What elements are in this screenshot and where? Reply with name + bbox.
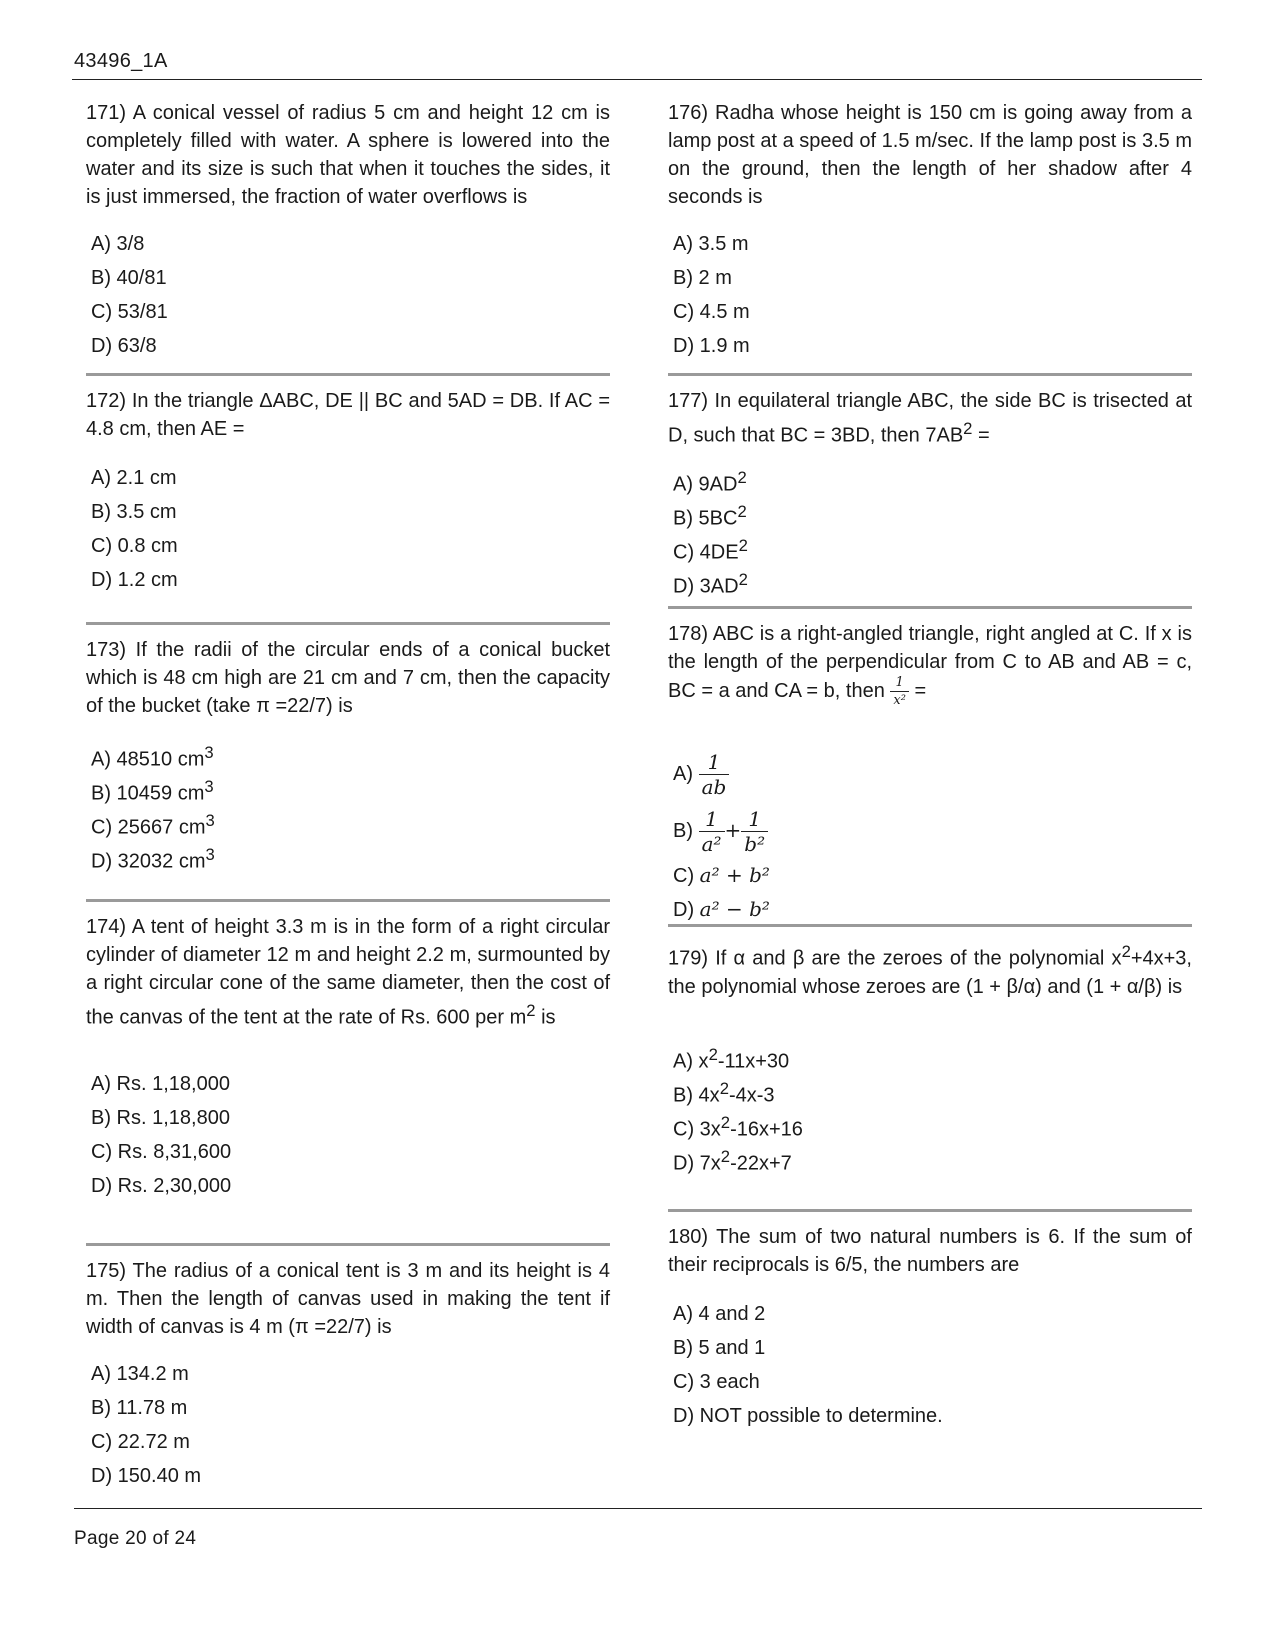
question-174	[86, 913, 610, 1197]
answer-options	[673, 746, 770, 926]
answer-options	[673, 1297, 943, 1433]
question-179	[668, 938, 1192, 1175]
question-stem: 180) The sum of two natural numbers is 6. If the sum of their reciprocals is 6/5, the numbers are	[668, 1226, 1192, 1276]
option-d[interactable]: D) 1.9 m	[673, 335, 750, 357]
answer-options	[673, 461, 748, 597]
option-d[interactable]: D) $7x^2-22x+7$	[673, 1147, 792, 1175]
answer-options	[91, 461, 178, 597]
question-divider	[668, 1209, 1192, 1212]
option-d[interactable]: D) a² − b²	[673, 897, 770, 921]
question-divider	[86, 622, 610, 625]
question-stem: 179) If α and β are the zeroes of the polynomial $x^2+4x+3$, the polynomial whose zeroes are (1 + β/α) and (1 + α/β) is	[668, 942, 1192, 998]
option-a[interactable]: A) 2.1 cm	[91, 467, 177, 489]
option-a[interactable]: A) $\frac{1}{ab}$	[673, 746, 770, 802]
question-177	[668, 387, 1192, 598]
option-d[interactable]: D) 1.2 cm	[91, 569, 178, 591]
option-d[interactable]: D) 150.40 m	[91, 1465, 202, 1487]
question-178	[668, 620, 1192, 921]
answer-options	[91, 227, 168, 363]
option-a[interactable]: A) 3/8	[91, 233, 145, 255]
option-c[interactable]: C) $4DE^2$	[673, 536, 748, 564]
option-a[interactable]: A) $9AD^2$	[673, 468, 747, 496]
answer-options	[91, 1067, 231, 1203]
question-divider	[86, 899, 610, 902]
option-d[interactable]: D) Rs. 2,30,000	[91, 1175, 232, 1197]
question-divider	[86, 373, 610, 376]
question-divider	[668, 924, 1192, 927]
option-c[interactable]: C) 0.8 cm	[91, 535, 178, 557]
question-172	[86, 387, 610, 591]
option-b[interactable]: B) Rs. 1,18,800	[91, 1107, 230, 1129]
option-a[interactable]: A) 3.5 m	[673, 233, 749, 255]
fraction-1-over-ab: $\frac{1}{ab}$	[699, 752, 730, 797]
footer-divider	[74, 1508, 1202, 1509]
question-180	[668, 1223, 1192, 1427]
option-d[interactable]: D) NOT possible to determine.	[673, 1405, 943, 1427]
option-a[interactable]: A) 48510 $cm^3$	[91, 743, 214, 771]
option-a[interactable]: A) 134.2 m	[91, 1363, 189, 1385]
question-stem: 178) ABC is a right-angled triangle, right angled at C. If x is the length of the perpendicular from C to AB and AB = c, BC = a and CA = b, then $\frac{1}{\text{x²}}$ =	[668, 623, 1192, 708]
answer-options	[91, 1357, 201, 1493]
question-176	[668, 99, 1192, 357]
option-c[interactable]: C) 25667 $cm^3$	[91, 811, 215, 839]
option-a[interactable]: A) Rs. 1,18,000	[91, 1073, 230, 1095]
option-b[interactable]: B) 3.5 cm	[91, 501, 177, 523]
question-stem: 173) If the radii of the circular ends of a conical bucket which is 48 cm high are 21 cm and 7 cm, then the capacity of the bucket (take π =22/7) is	[86, 639, 610, 717]
option-c[interactable]: C) 4.5 m	[673, 301, 750, 323]
question-divider	[668, 373, 1192, 376]
option-c[interactable]: C) $3x^2-16x+16$	[673, 1113, 803, 1141]
question-divider	[668, 606, 1192, 609]
option-c[interactable]: C) a² + b²	[673, 863, 770, 887]
question-stem: 177) In equilateral triangle ABC, the side BC is trisected at D, such that BC = 3BD, then $7AB^2$ =	[668, 390, 1192, 447]
question-stem: 176) Radha whose height is 150 cm is going away from a lamp post at a speed of 1.5 m/sec. If the lamp post is 3.5 m on the ground, then the length of her shadow after 4 seconds is	[668, 102, 1192, 208]
question-stem: 175) The radius of a conical tent is 3 m and its height is 4 m. Then the length of canvas used in making the tent if width of canvas is 4 m (π =22/7) is	[86, 1260, 610, 1338]
option-b[interactable]: B) $4x^2-4x-3$	[673, 1079, 775, 1107]
question-171	[86, 99, 610, 357]
option-b[interactable]: B) 10459 $cm^3$	[91, 777, 214, 805]
option-a[interactable]: A) 4 and 2	[673, 1303, 766, 1325]
option-c[interactable]: C) 22.72 m	[91, 1431, 190, 1453]
question-173	[86, 636, 610, 873]
document-code: 43496_1A	[74, 50, 168, 72]
option-c[interactable]: C) 53/81	[91, 301, 168, 323]
question-175	[86, 1257, 610, 1487]
option-b[interactable]: B) 40/81	[91, 267, 167, 289]
option-d[interactable]: D) 32032 $cm^3$	[91, 845, 215, 873]
option-b[interactable]: B) 5 and 1	[673, 1337, 766, 1359]
fraction-1-over-a-squared: $\frac{1}{\text{a²}}$	[699, 809, 725, 854]
option-d[interactable]: D) 63/8	[91, 335, 157, 357]
question-divider	[86, 1243, 610, 1246]
option-b[interactable]: B) $\frac{1}{\text{a²}}$ + $\frac{1}{\text{b²}}$	[673, 802, 770, 858]
answer-options	[91, 736, 215, 872]
option-b[interactable]: B) $5BC^2$	[673, 502, 747, 530]
option-c[interactable]: C) 3 each	[673, 1371, 760, 1393]
option-d[interactable]: D) $3AD^2$	[673, 570, 748, 598]
question-stem: 174) A tent of height 3.3 m is in the form of a right circular cylinder of diameter 12 m and height 2.2 m, surmounted by a right circular cone of the same diameter, then the cost of the canvas of the tent at the rate of Rs. 600 per $m^2$ is	[86, 916, 610, 1029]
answer-options	[673, 1038, 803, 1174]
answer-options	[673, 227, 750, 363]
question-stem: 172) In the triangle ΔABC, DE || BC and 5AD = DB. If AC = 4.8 cm, then AE =	[86, 390, 610, 440]
option-a[interactable]: A) $x^2-11x+30$	[673, 1045, 790, 1073]
header-divider	[72, 79, 1202, 80]
option-b[interactable]: B) 11.78 m	[91, 1397, 188, 1419]
page-number: Page 20 of 24	[74, 1528, 197, 1549]
fraction-1-over-b-squared: $\frac{1}{\text{b²}}$	[741, 809, 768, 854]
fraction-one-over-x-squared: $\frac{1}{\text{x²}}$	[890, 676, 909, 707]
option-b[interactable]: B) 2 m	[673, 267, 732, 289]
question-stem: 171) A conical vessel of radius 5 cm and height 12 cm is completely filled with water. A sphere is lowered into the water and its size is such that when it touches the sides, it is just immersed, the fraction of water overflows is	[86, 102, 610, 208]
option-c[interactable]: C) Rs. 8,31,600	[91, 1141, 232, 1163]
